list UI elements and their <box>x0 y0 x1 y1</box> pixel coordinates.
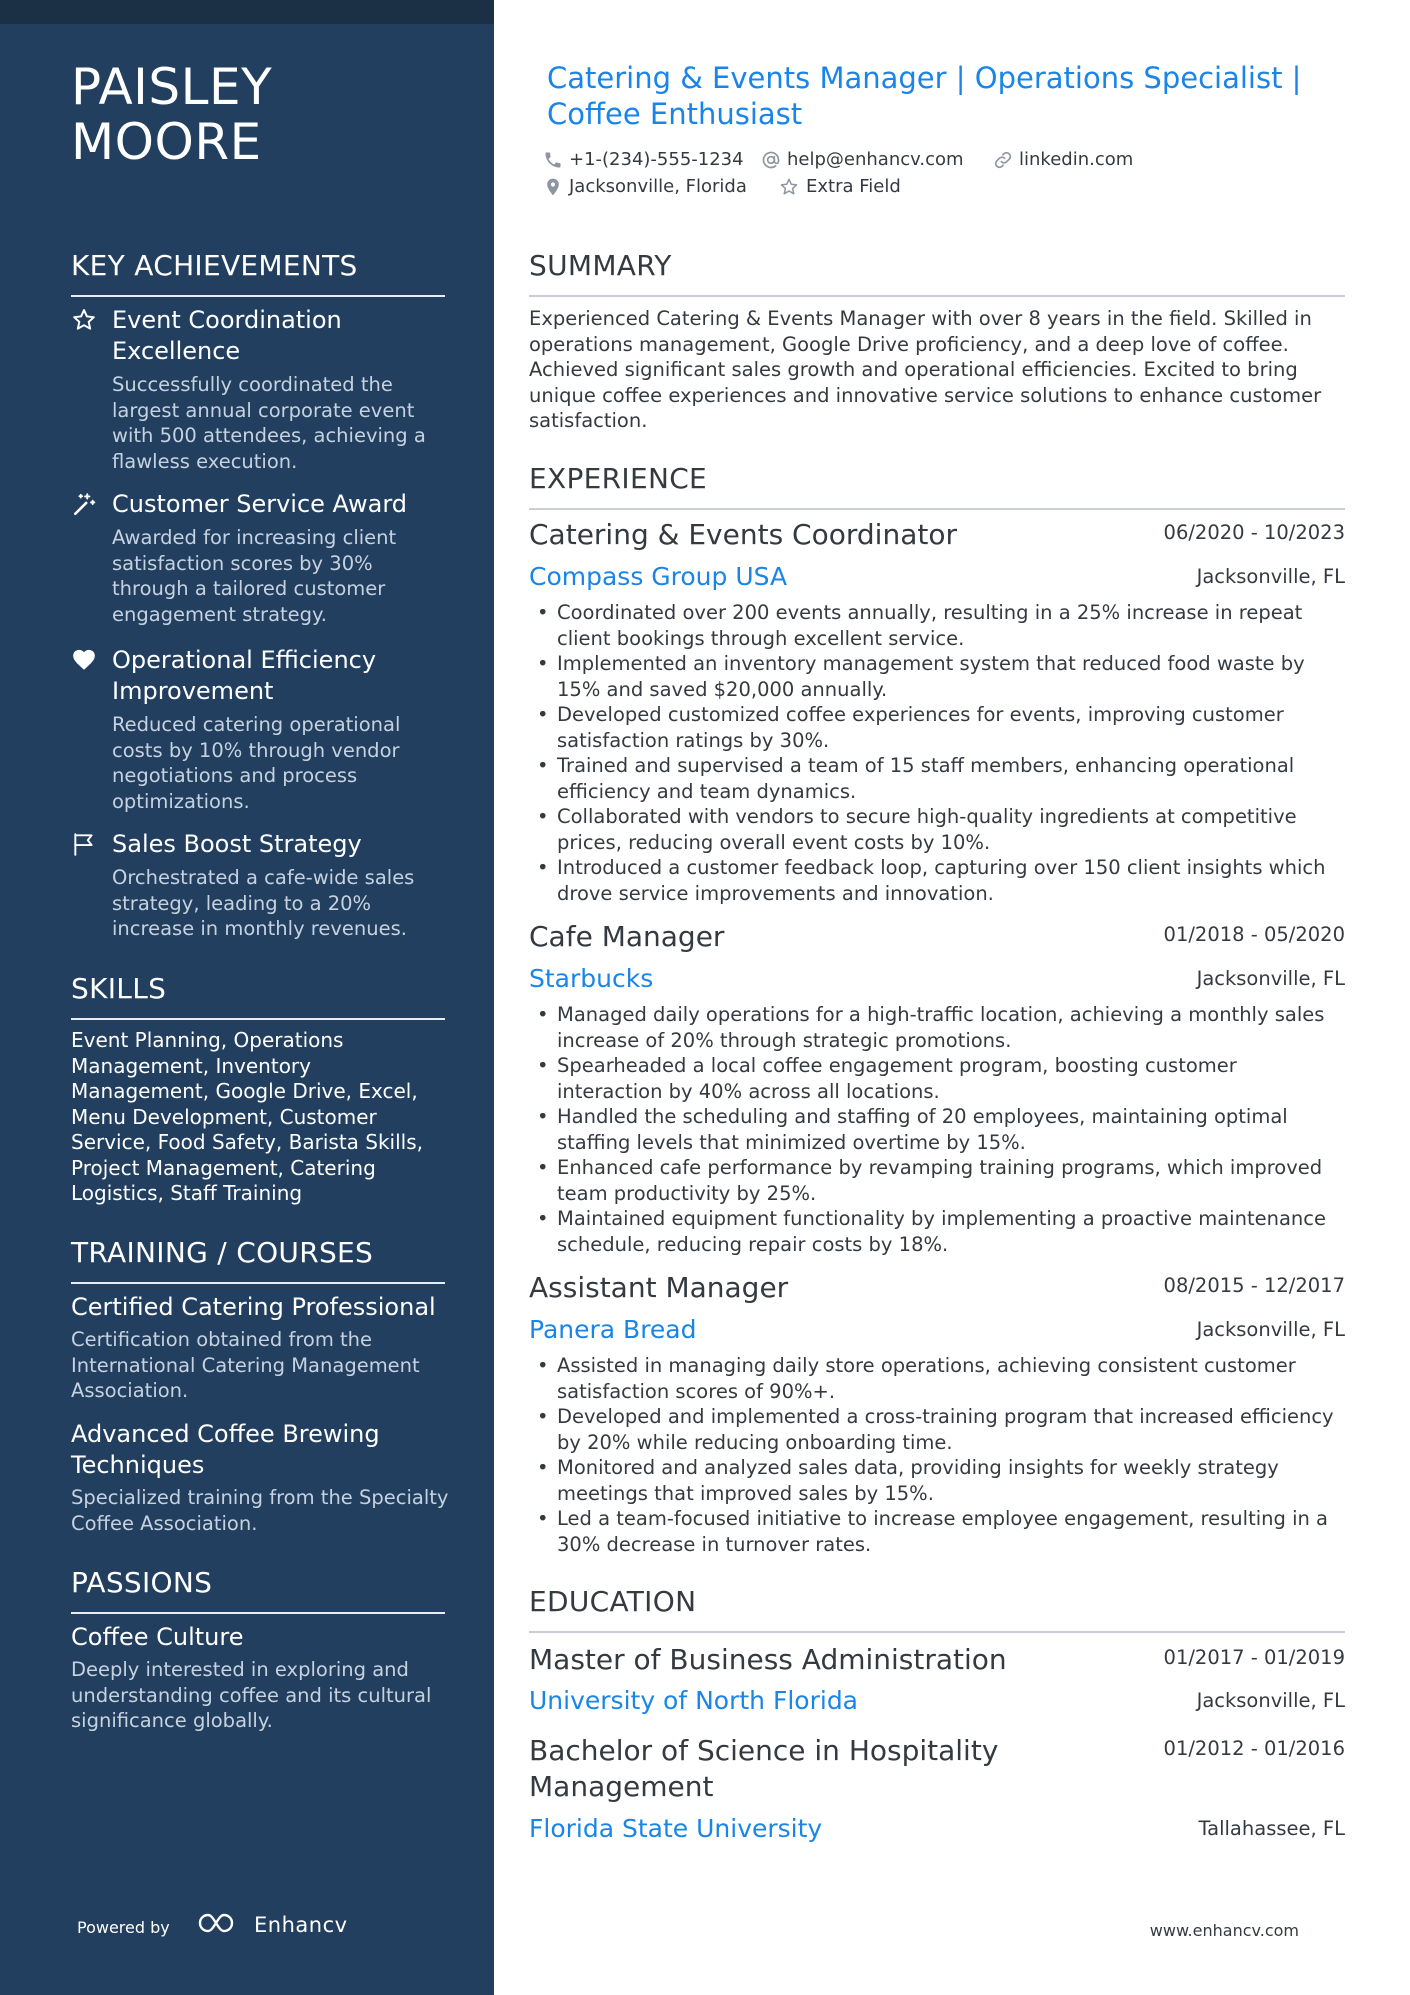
passion-title: Coffee Culture <box>71 1623 244 1651</box>
achievement-title: Sales Boost Strategy <box>112 830 362 858</box>
course-description: Certification obtained from the International Catering Management Association. <box>71 1328 420 1402</box>
passion-item <box>71 1622 451 1734</box>
bullet-item: • Maintained equipment functionality by implementing a proactive maintenance schedule, reducing repair costs by 18%. <box>529 1206 1345 1257</box>
bullet-item: • Led a team-focused initiative to increase employee engagement, resulting in a 30% decrease in turnover rates. <box>529 1506 1345 1557</box>
powered-by-label: Powered by <box>77 1918 170 1937</box>
job-location: Jacksonville, FL <box>1196 1318 1345 1341</box>
school-location: Jacksonville, FL <box>1196 1689 1345 1712</box>
bullet-item: • Introduced a customer feedback loop, capturing over 150 client insights which drove service improvements and innovation. <box>529 855 1345 906</box>
bullet-item: • Collaborated with vendors to secure high-quality ingredients at competitive prices, reducing overall event costs by 10%. <box>529 804 1345 855</box>
enhancv-logo-icon <box>196 1910 244 1936</box>
star-icon <box>71 307 97 333</box>
link-icon <box>993 150 1013 170</box>
contact-email[interactable]: help@enhancv.com <box>787 149 964 170</box>
achievement-title: Operational Efficiency Improvement <box>112 646 377 705</box>
school-location: Tallahassee, FL <box>1198 1817 1345 1840</box>
job-location: Jacksonville, FL <box>1196 967 1345 990</box>
education-heading: EDUCATION <box>529 1585 697 1618</box>
enhancv-brand: Enhancv <box>254 1913 348 1937</box>
degree-dates: 01/2017 - 01/2019 <box>1163 1646 1345 1669</box>
passions-divider <box>71 1612 445 1614</box>
main-content <box>494 0 1410 1995</box>
bullet-item: • Developed customized coffee experiences for events, improving customer satisfaction ratings by 30%. <box>529 702 1345 753</box>
contact-phone: +1-(234)-555-1234 <box>569 149 744 170</box>
course-title: Advanced Coffee Brewing Techniques <box>71 1420 380 1479</box>
sidebar-top-bar <box>0 0 494 24</box>
experience-heading: EXPERIENCE <box>529 462 708 495</box>
sidebar <box>0 0 494 1995</box>
candidate-name <box>71 60 272 170</box>
bullet-item: • Coordinated over 200 events annually, resulting in a 25% increase in repeat client bookings through excellent service. <box>529 600 1345 651</box>
achievement-description: Orchestrated a cafe-wide sales strategy, leading to a 20% increase in monthly revenues. <box>112 866 415 940</box>
bullet-item: • Spearheaded a local coffee engagement program, boosting customer interaction by 40% across all locations. <box>529 1053 1345 1104</box>
bullet-item: • Enhanced cafe performance by revamping training programs, which improved team productivity by 25%. <box>529 1155 1345 1206</box>
school-name: Florida State University <box>529 1814 823 1843</box>
star-outline-icon <box>779 177 799 197</box>
bullet-item: • Monitored and analyzed sales data, providing insights for weekly strategy meetings that improved sales by 15%. <box>529 1455 1345 1506</box>
job-title: Catering & Events Coordinator <box>529 518 957 551</box>
summary-text: Experienced Catering & Events Manager with over 8 years in the field. Skilled in operations management, Google Drive proficiency, and a deep love of coffee. Achieved significant sales growth and operational efficiencies. Excited to bring unique coffee experiences and innovative service solutions to enhance customer satisfaction. <box>529 307 1322 432</box>
bullet-item: • Trained and supervised a team of 15 staff members, enhancing operational efficiency and team dynamics. <box>529 753 1345 804</box>
course-item <box>71 1419 451 1536</box>
flag-icon <box>71 831 97 857</box>
skills-divider <box>71 1018 445 1020</box>
achievement-item <box>71 489 451 627</box>
achievement-description: Awarded for increasing client satisfaction scores by 30% through a tailored customer engagement strategy. <box>112 526 397 626</box>
bullet-item: • Handled the scheduling and staffing of 20 employees, maintaining optimal staffing levels that minimized overtime by 15%. <box>529 1104 1345 1155</box>
bullet-item: • Developed and implemented a cross-training program that increased efficiency by 20% while reducing onboarding time. <box>529 1404 1345 1455</box>
bullet-item: • Implemented an inventory management system that reduced food waste by 15% and saved $20,000 annually. <box>529 651 1345 702</box>
degree-dates: 01/2012 - 01/2016 <box>1163 1737 1345 1760</box>
phone-icon <box>543 150 563 170</box>
course-item <box>71 1292 451 1404</box>
name-last: MOORE <box>71 113 262 171</box>
summary-divider <box>529 295 1345 297</box>
achievements-divider <box>71 295 445 297</box>
job-title: Assistant Manager <box>529 1271 789 1304</box>
job-dates: 01/2018 - 05/2020 <box>1163 923 1345 946</box>
achievement-item <box>71 305 451 474</box>
degree-title: Bachelor of Science in Hospitality Management <box>529 1734 999 1803</box>
achievements-heading: KEY ACHIEVEMENTS <box>71 249 358 282</box>
achievement-title: Customer Service Award <box>112 490 407 518</box>
achievement-description: Successfully coordinated the largest annual corporate event with 500 attendees, achieving a flawless execution. <box>112 373 426 473</box>
bullet-item: • Assisted in managing daily store operations, achieving consistent customer satisfaction scores of 90%+. <box>529 1353 1345 1404</box>
summary-heading: SUMMARY <box>529 249 672 282</box>
location-pin-icon <box>543 177 563 197</box>
achievement-title: Event Coordination Excellence <box>112 306 342 365</box>
training-heading: TRAINING / COURSES <box>71 1236 374 1269</box>
achievement-item <box>71 645 451 814</box>
skills-list: Event Planning, Operations Management, Inventory Management, Google Drive, Excel, Menu Development, Customer Service, Food Safety, Barista Skills, Project Management, Catering Logistics, Staff Training <box>71 1028 423 1205</box>
job-company: Compass Group USA <box>529 562 788 591</box>
name-first: PAISLEY <box>71 58 273 116</box>
job-dates: 06/2020 - 10/2023 <box>1163 521 1345 544</box>
experience-divider <box>529 508 1345 510</box>
job-location: Jacksonville, FL <box>1196 565 1345 588</box>
achievement-description: Reduced catering operational costs by 10% through vendor negotiations and process optimizations. <box>112 713 401 813</box>
job-company: Starbucks <box>529 964 654 993</box>
contact-location: Jacksonville, Florida <box>569 176 747 197</box>
passion-description: Deeply interested in exploring and understanding coffee and its cultural significance globally. <box>71 1658 432 1732</box>
wand-icon <box>71 491 97 517</box>
job-bullets <box>529 1353 1345 1557</box>
headline: Catering & Events Manager | Operations Specialist | Coffee Enthusiast <box>547 61 1302 131</box>
job-title: Cafe Manager <box>529 920 725 953</box>
skills-heading: SKILLS <box>71 972 167 1005</box>
footer-website[interactable]: www.enhancv.com <box>1149 1921 1299 1940</box>
achievement-item <box>71 829 451 942</box>
at-sign-icon <box>761 150 781 170</box>
job-bullets <box>529 600 1345 906</box>
heart-icon <box>71 647 97 673</box>
contact-extra-field: Extra Field <box>806 176 901 197</box>
training-divider <box>71 1282 445 1284</box>
job-bullets <box>529 1002 1345 1257</box>
course-description: Specialized training from the Specialty Coffee Association. <box>71 1486 449 1535</box>
job-company: Panera Bread <box>529 1315 697 1344</box>
contact-link[interactable]: linkedin.com <box>1019 149 1134 170</box>
job-dates: 08/2015 - 12/2017 <box>1163 1274 1345 1297</box>
bullet-item: • Managed daily operations for a high-traffic location, achieving a monthly sales increase of 20% through strategic promotions. <box>529 1002 1345 1053</box>
passions-heading: PASSIONS <box>71 1566 213 1599</box>
degree-title: Master of Business Administration <box>529 1643 1007 1676</box>
course-title: Certified Catering Professional <box>71 1293 436 1321</box>
education-divider <box>529 1631 1345 1633</box>
school-name: University of North Florida <box>529 1686 859 1715</box>
